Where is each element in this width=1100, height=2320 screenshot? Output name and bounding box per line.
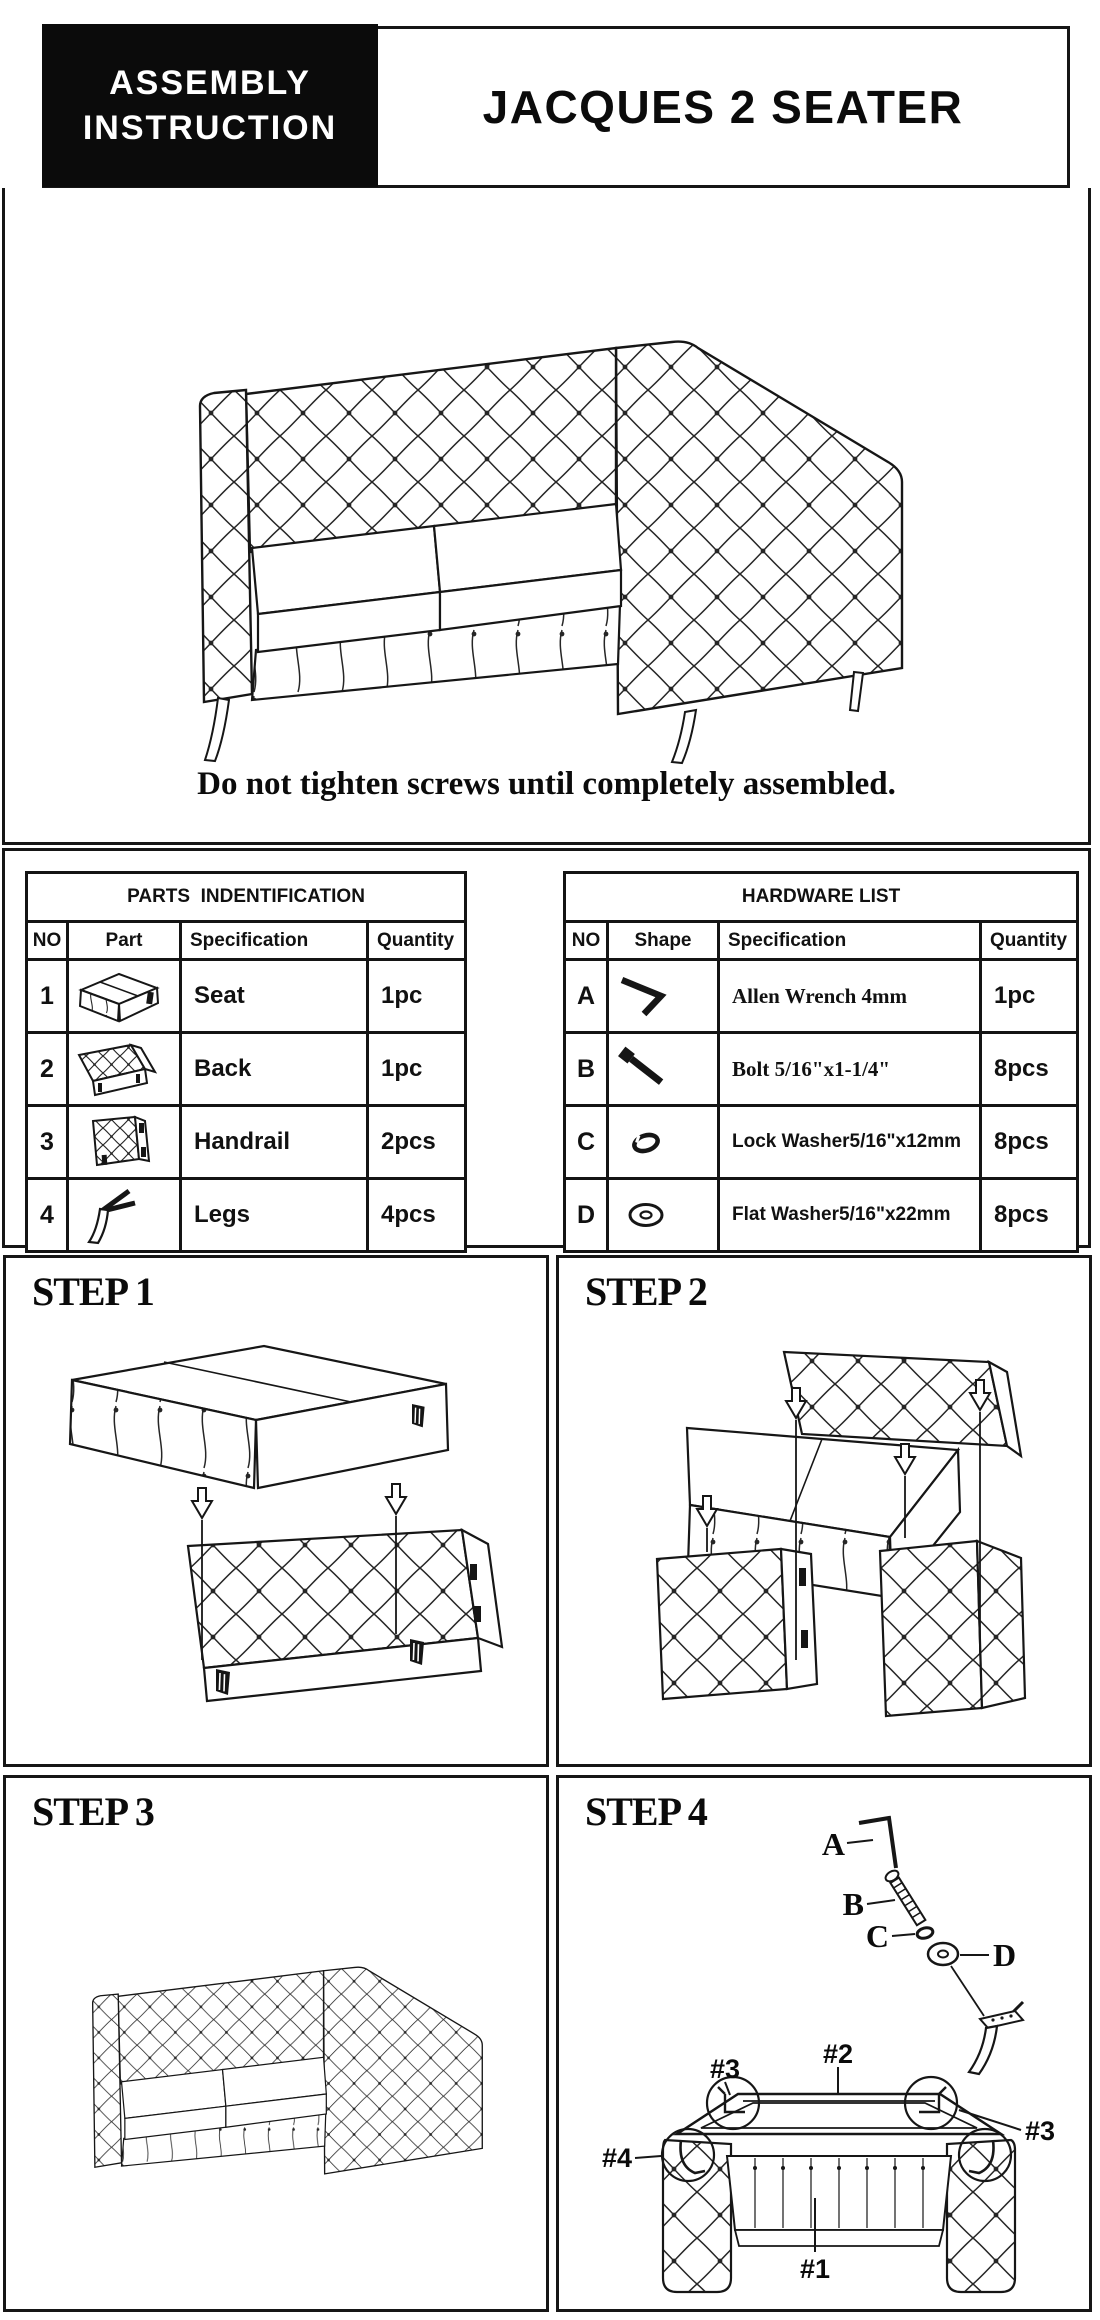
step1-diagram bbox=[6, 1338, 546, 1758]
hardware-table-title: HARDWARE LIST bbox=[565, 873, 1078, 922]
assembly-warning-text: Do not tighten screws until completely assembled. bbox=[197, 766, 896, 802]
assembly-instruction-badge bbox=[42, 24, 378, 187]
part-qty: 1pc bbox=[368, 1033, 466, 1106]
hardware-qty: 8pcs bbox=[981, 1033, 1078, 1106]
table-row bbox=[27, 1033, 466, 1106]
back-part-icon bbox=[69, 1039, 169, 1099]
badge-line-1: ASSEMBLY bbox=[109, 63, 311, 102]
label-b: B bbox=[842, 1886, 864, 1922]
part-spec: Seat bbox=[181, 960, 368, 1033]
parts-col-no: NO bbox=[27, 922, 68, 960]
lock-washer-icon bbox=[916, 1926, 934, 1940]
hero-section bbox=[2, 188, 1091, 845]
step3-panel bbox=[3, 1775, 549, 2312]
label-part3-left: #3 bbox=[709, 2054, 741, 2084]
step2-panel bbox=[556, 1255, 1092, 1767]
flat-washer-icon bbox=[609, 1189, 683, 1241]
part-no: 3 bbox=[27, 1106, 68, 1179]
parts-table-title: PARTS INDENTIFICATION bbox=[27, 873, 466, 922]
hardware-spec: Lock Washer5/16"x12mm bbox=[719, 1106, 981, 1179]
hardware-qty: 8pcs bbox=[981, 1106, 1078, 1179]
sofa-bottom-view bbox=[662, 2077, 1015, 2292]
bolt-icon bbox=[609, 1043, 683, 1095]
part-spec: Back bbox=[181, 1033, 368, 1106]
step2-title: STEP 2 bbox=[585, 1269, 707, 1314]
part-spec: Legs bbox=[181, 1179, 368, 1252]
part-spec: Handrail bbox=[181, 1106, 368, 1179]
hardware-col-qty: Quantity bbox=[981, 922, 1078, 960]
handrail-part-icon bbox=[69, 1111, 169, 1173]
bolt-icon bbox=[884, 1868, 927, 1926]
label-c: C bbox=[865, 1918, 889, 1954]
step3-title: STEP 3 bbox=[32, 1789, 154, 1834]
parts-col-qty: Quantity bbox=[368, 922, 466, 960]
hardware-table bbox=[563, 871, 1079, 1253]
legs-part-icon bbox=[69, 1183, 169, 1247]
part-qty: 4pcs bbox=[368, 1179, 466, 1252]
table-row bbox=[565, 1033, 1078, 1106]
hardware-col-spec: Specification bbox=[719, 922, 981, 960]
step1-panel bbox=[3, 1255, 549, 1767]
step1-title: STEP 1 bbox=[32, 1269, 154, 1314]
hardware-no: B bbox=[565, 1033, 608, 1106]
hardware-no: D bbox=[565, 1179, 608, 1252]
hardware-spec: Bolt 5/16"x1-1/4" bbox=[719, 1033, 981, 1106]
step3-diagram bbox=[6, 1848, 546, 2308]
hardware-qty: 8pcs bbox=[981, 1179, 1078, 1252]
label-part3-right: #3 bbox=[1024, 2116, 1056, 2146]
label-a: A bbox=[821, 1826, 845, 1862]
sofa-illustration bbox=[188, 298, 908, 766]
step4-panel bbox=[556, 1775, 1092, 2312]
hardware-no: C bbox=[565, 1106, 608, 1179]
table-row bbox=[27, 1179, 466, 1252]
seat-part-icon bbox=[69, 966, 169, 1026]
label-part2: #2 bbox=[822, 2039, 854, 2069]
label-d: D bbox=[993, 1937, 1017, 1973]
table-row bbox=[565, 1106, 1078, 1179]
step4-title: STEP 4 bbox=[585, 1789, 707, 1834]
part-no: 1 bbox=[27, 960, 68, 1033]
table-row bbox=[565, 1179, 1078, 1252]
part-no: 2 bbox=[27, 1033, 68, 1106]
hardware-col-no: NO bbox=[565, 922, 608, 960]
hardware-no: A bbox=[565, 960, 608, 1033]
parts-table bbox=[25, 871, 467, 1253]
label-part4: #4 bbox=[601, 2143, 633, 2173]
part-qty: 2pcs bbox=[368, 1106, 466, 1179]
lock-washer-icon bbox=[609, 1116, 683, 1168]
leg-icon bbox=[969, 2002, 1023, 2074]
table-row bbox=[565, 960, 1078, 1033]
parts-col-part: Part bbox=[68, 922, 181, 960]
product-title: JACQUES 2 SEATER bbox=[482, 81, 964, 133]
allen-wrench-icon bbox=[609, 970, 683, 1022]
hardware-spec: Allen Wrench 4mm bbox=[719, 960, 981, 1033]
badge-line-2: INSTRUCTION bbox=[82, 108, 338, 147]
table-row bbox=[27, 960, 466, 1033]
part-no: 4 bbox=[27, 1179, 68, 1252]
table-row bbox=[27, 1106, 466, 1179]
hardware-spec: Flat Washer5/16"x22mm bbox=[719, 1179, 981, 1252]
parts-col-spec: Specification bbox=[181, 922, 368, 960]
hardware-qty: 1pc bbox=[981, 960, 1078, 1033]
label-part1: #1 bbox=[799, 2254, 831, 2284]
step2-diagram bbox=[559, 1338, 1089, 1762]
part-qty: 1pc bbox=[368, 960, 466, 1033]
step4-diagram bbox=[559, 1778, 1089, 2309]
allen-wrench-icon bbox=[859, 1818, 896, 1868]
hardware-col-shape: Shape bbox=[608, 922, 719, 960]
